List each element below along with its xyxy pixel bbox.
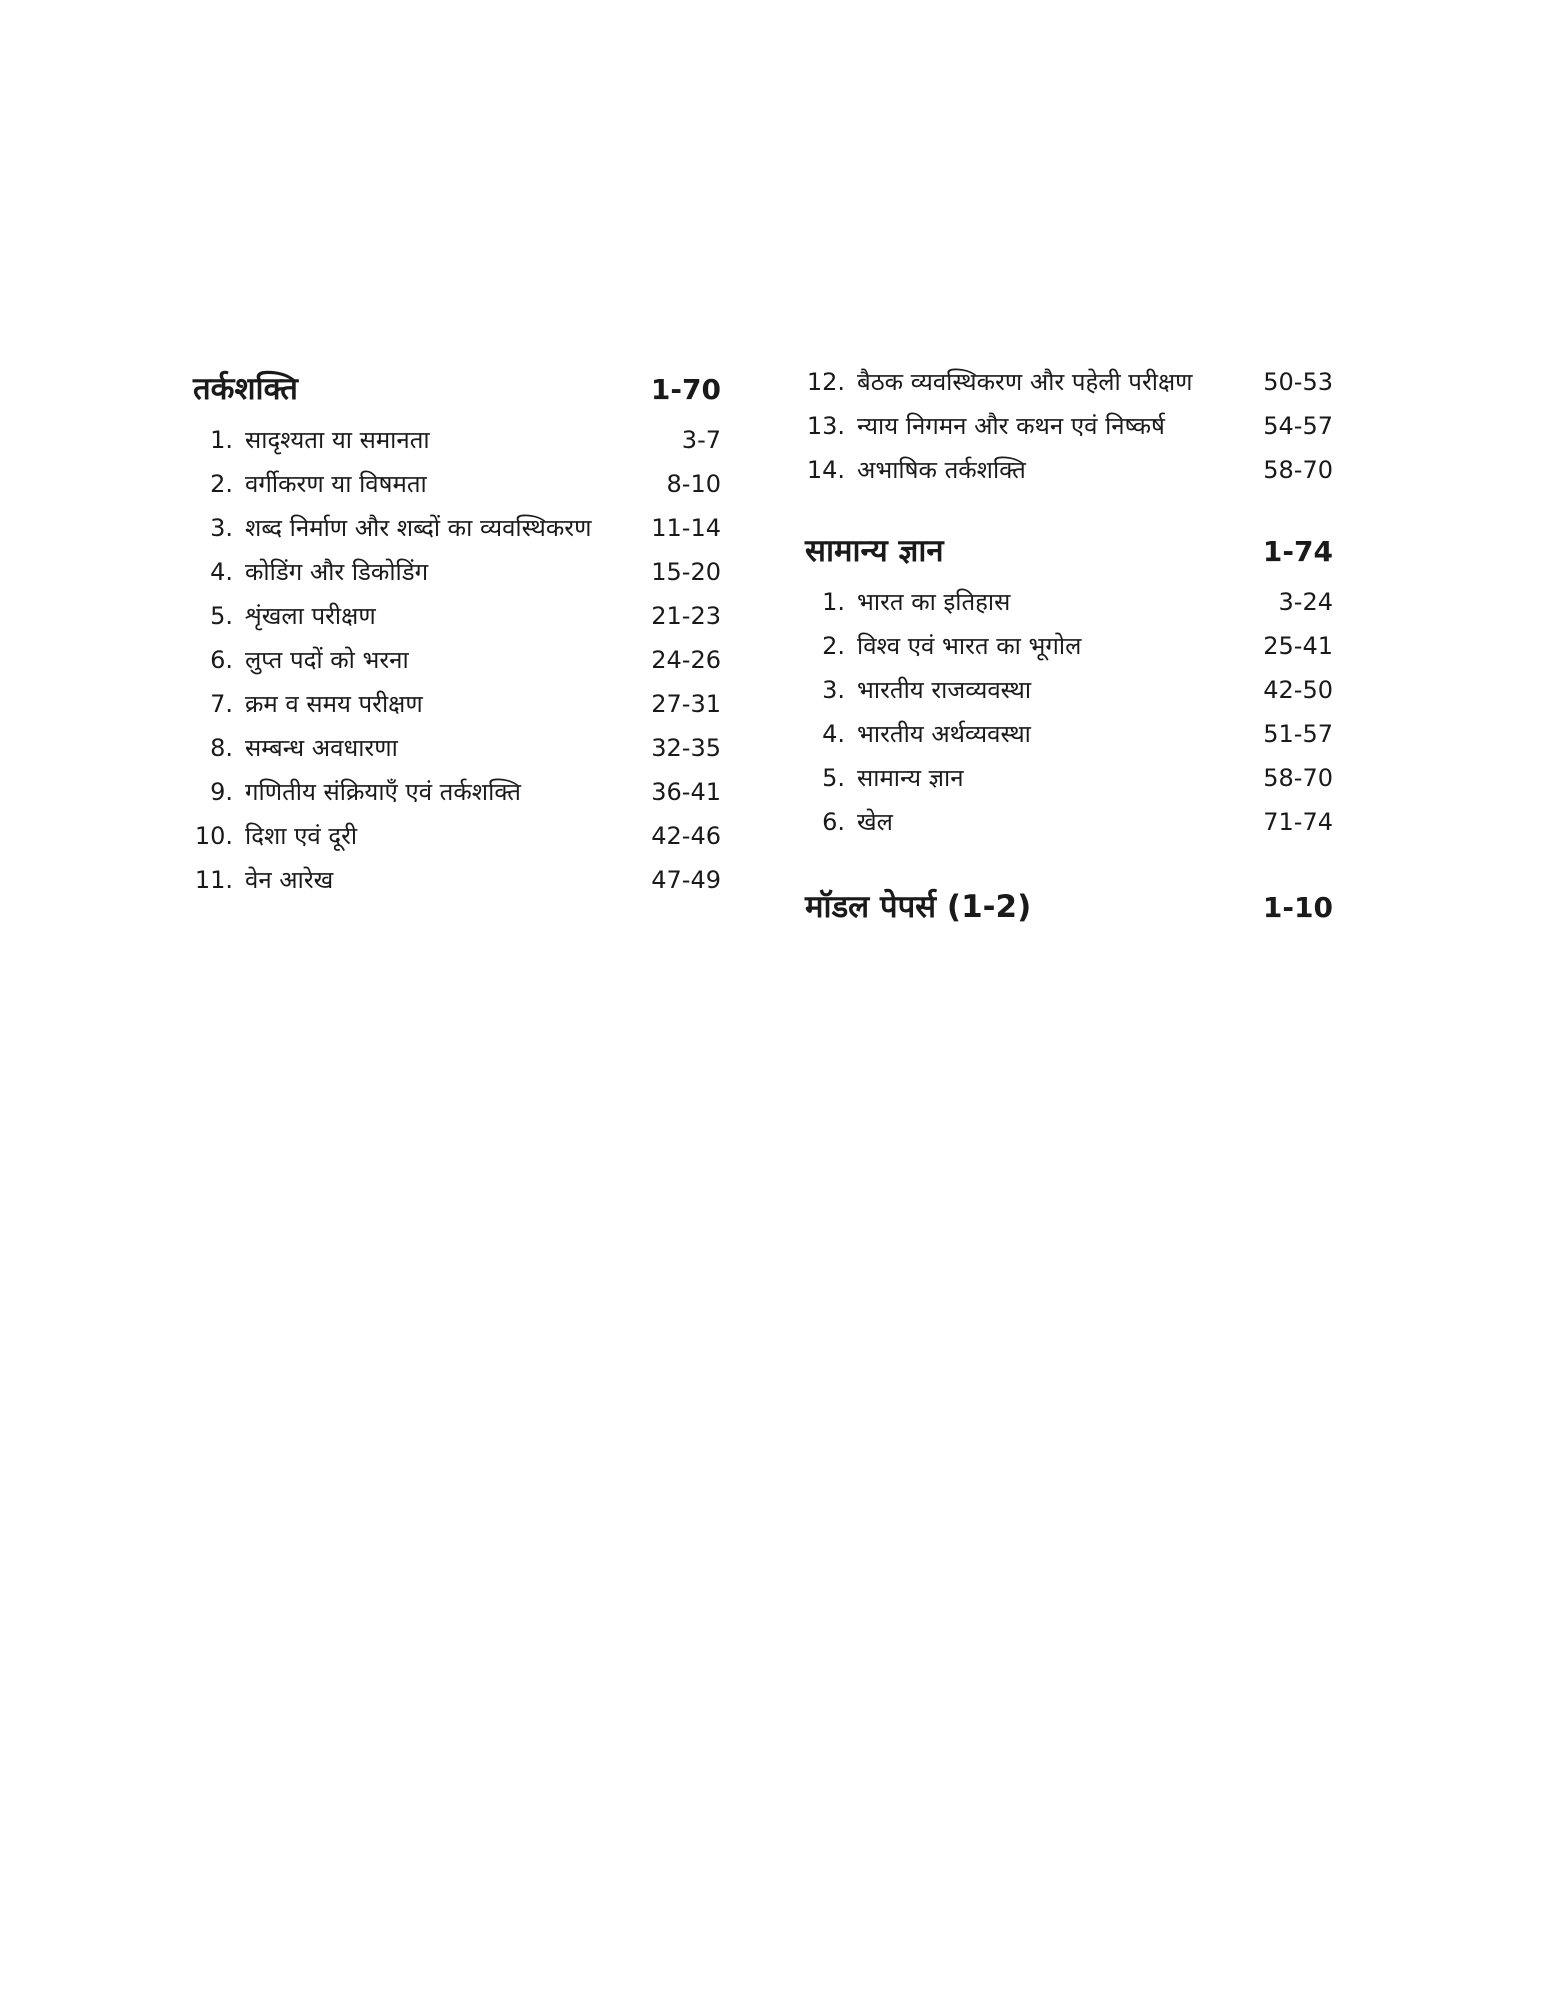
- section-pages: 1-74: [1262, 535, 1333, 568]
- entry-number: 6.: [210, 646, 233, 674]
- entry-pages: 47-49: [651, 866, 721, 894]
- entry-pages: 8-10: [666, 470, 721, 498]
- entry-pages: 58-70: [1263, 764, 1333, 792]
- entry-title: भारत का इतिहास: [857, 588, 1011, 616]
- entry-pages: 50-53: [1263, 368, 1333, 396]
- entry-title: गणितीय संक्रियाएँ एवं तर्कशक्ति: [245, 778, 521, 806]
- toc-entry[interactable]: [193, 594, 721, 638]
- entry-title: लुप्त पदों को भरना: [245, 646, 409, 674]
- entry-title: शब्द निर्माण और शब्दों का व्यवस्थिकरण: [245, 514, 592, 542]
- entry-title: कोडिंग और डिकोडिंग: [245, 558, 429, 586]
- entry-number: 3.: [210, 514, 233, 542]
- entry-pages: 15-20: [651, 558, 721, 586]
- entry-pages: 42-46: [651, 822, 721, 850]
- entry-number: 5.: [822, 764, 845, 792]
- toc-entry[interactable]: [193, 550, 721, 594]
- toc-entry[interactable]: [193, 814, 721, 858]
- entry-number: 2.: [822, 632, 845, 660]
- toc-left-column: [193, 360, 721, 902]
- entry-number: 8.: [210, 734, 233, 762]
- entry-number: 7.: [210, 690, 233, 718]
- entry-title: भारतीय अर्थव्यवस्था: [857, 720, 1031, 748]
- entry-pages: 27-31: [651, 690, 721, 718]
- entry-number: 6.: [822, 808, 845, 836]
- entry-number: 2.: [210, 470, 233, 498]
- toc-entry[interactable]: [193, 770, 721, 814]
- entry-pages: 11-14: [651, 514, 721, 542]
- entry-number: 14.: [806, 456, 845, 484]
- section-heading-general-knowledge: [805, 522, 1333, 580]
- entry-pages: 71-74: [1263, 808, 1333, 836]
- section-pages: 1-10: [1262, 891, 1333, 924]
- toc-entry[interactable]: [193, 638, 721, 682]
- toc-entry[interactable]: [193, 858, 721, 902]
- entry-pages: 21-23: [651, 602, 721, 630]
- entry-number: 4.: [822, 720, 845, 748]
- entry-title: अभाषिक तर्कशक्ति: [857, 456, 1026, 484]
- entry-number: 13.: [806, 412, 845, 440]
- toc-entry[interactable]: [805, 360, 1333, 404]
- toc-entry[interactable]: [193, 506, 721, 550]
- entry-title: सादृश्यता या समानता: [245, 426, 430, 454]
- entry-number: 12.: [806, 368, 845, 396]
- entry-pages: 58-70: [1263, 456, 1333, 484]
- entry-title: न्याय निगमन और कथन एवं निष्कर्ष: [857, 412, 1165, 440]
- entry-pages: 25-41: [1263, 632, 1333, 660]
- entry-pages: 3-7: [681, 426, 721, 454]
- toc-entry[interactable]: [193, 418, 721, 462]
- entry-pages: 3-24: [1278, 588, 1333, 616]
- entry-title: खेल: [857, 808, 893, 836]
- entry-number: 10.: [194, 822, 233, 850]
- entry-number: 1.: [210, 426, 233, 454]
- entry-title: वेन आरेख: [245, 866, 334, 894]
- toc-entry[interactable]: [193, 726, 721, 770]
- entry-number: 11.: [194, 866, 233, 894]
- entry-pages: 24-26: [651, 646, 721, 674]
- entry-title: विश्व एवं भारत का भूगोल: [857, 632, 1082, 660]
- entry-title: सामान्य ज्ञान: [857, 764, 964, 792]
- section-pages: 1-70: [650, 373, 721, 406]
- section-title: तर्कशक्ति: [193, 371, 298, 407]
- section-heading-model-papers: [805, 878, 1333, 936]
- toc-entry[interactable]: [805, 800, 1333, 844]
- toc-entry[interactable]: [193, 682, 721, 726]
- entry-number: 3.: [822, 676, 845, 704]
- entry-title: दिशा एवं दूरी: [245, 822, 358, 850]
- section-gap: [805, 492, 1333, 522]
- entry-pages: 42-50: [1263, 676, 1333, 704]
- toc-entry[interactable]: [193, 462, 721, 506]
- entry-number: 1.: [822, 588, 845, 616]
- toc-entry[interactable]: [805, 580, 1333, 624]
- entry-title: सम्बन्ध अवधारणा: [245, 734, 398, 762]
- toc-entry[interactable]: [805, 404, 1333, 448]
- entry-title: बैठक व्यवस्थिकरण और पहेली परीक्षण: [857, 368, 1193, 396]
- toc-entry[interactable]: [805, 668, 1333, 712]
- entry-title: क्रम व समय परीक्षण: [245, 690, 423, 718]
- entry-number: 4.: [210, 558, 233, 586]
- section-gap: [805, 844, 1333, 878]
- entry-pages: 54-57: [1263, 412, 1333, 440]
- entry-title: वर्गीकरण या विषमता: [245, 470, 427, 498]
- toc-entry[interactable]: [805, 712, 1333, 756]
- entry-number: 9.: [210, 778, 233, 806]
- entry-pages: 51-57: [1263, 720, 1333, 748]
- entry-number: 5.: [210, 602, 233, 630]
- section-title: सामान्य ज्ञान: [805, 533, 944, 569]
- section-title: मॉडल पेपर्स (1-2): [805, 889, 1032, 925]
- entry-title: शृंखला परीक्षण: [245, 602, 376, 630]
- toc-entry[interactable]: [805, 448, 1333, 492]
- entry-pages: 36-41: [651, 778, 721, 806]
- toc-entry[interactable]: [805, 624, 1333, 668]
- entry-pages: 32-35: [651, 734, 721, 762]
- toc-right-column: [805, 360, 1333, 936]
- section-heading-reasoning: [193, 360, 721, 418]
- toc-entry[interactable]: [805, 756, 1333, 800]
- entry-title: भारतीय राजव्यवस्था: [857, 676, 1032, 704]
